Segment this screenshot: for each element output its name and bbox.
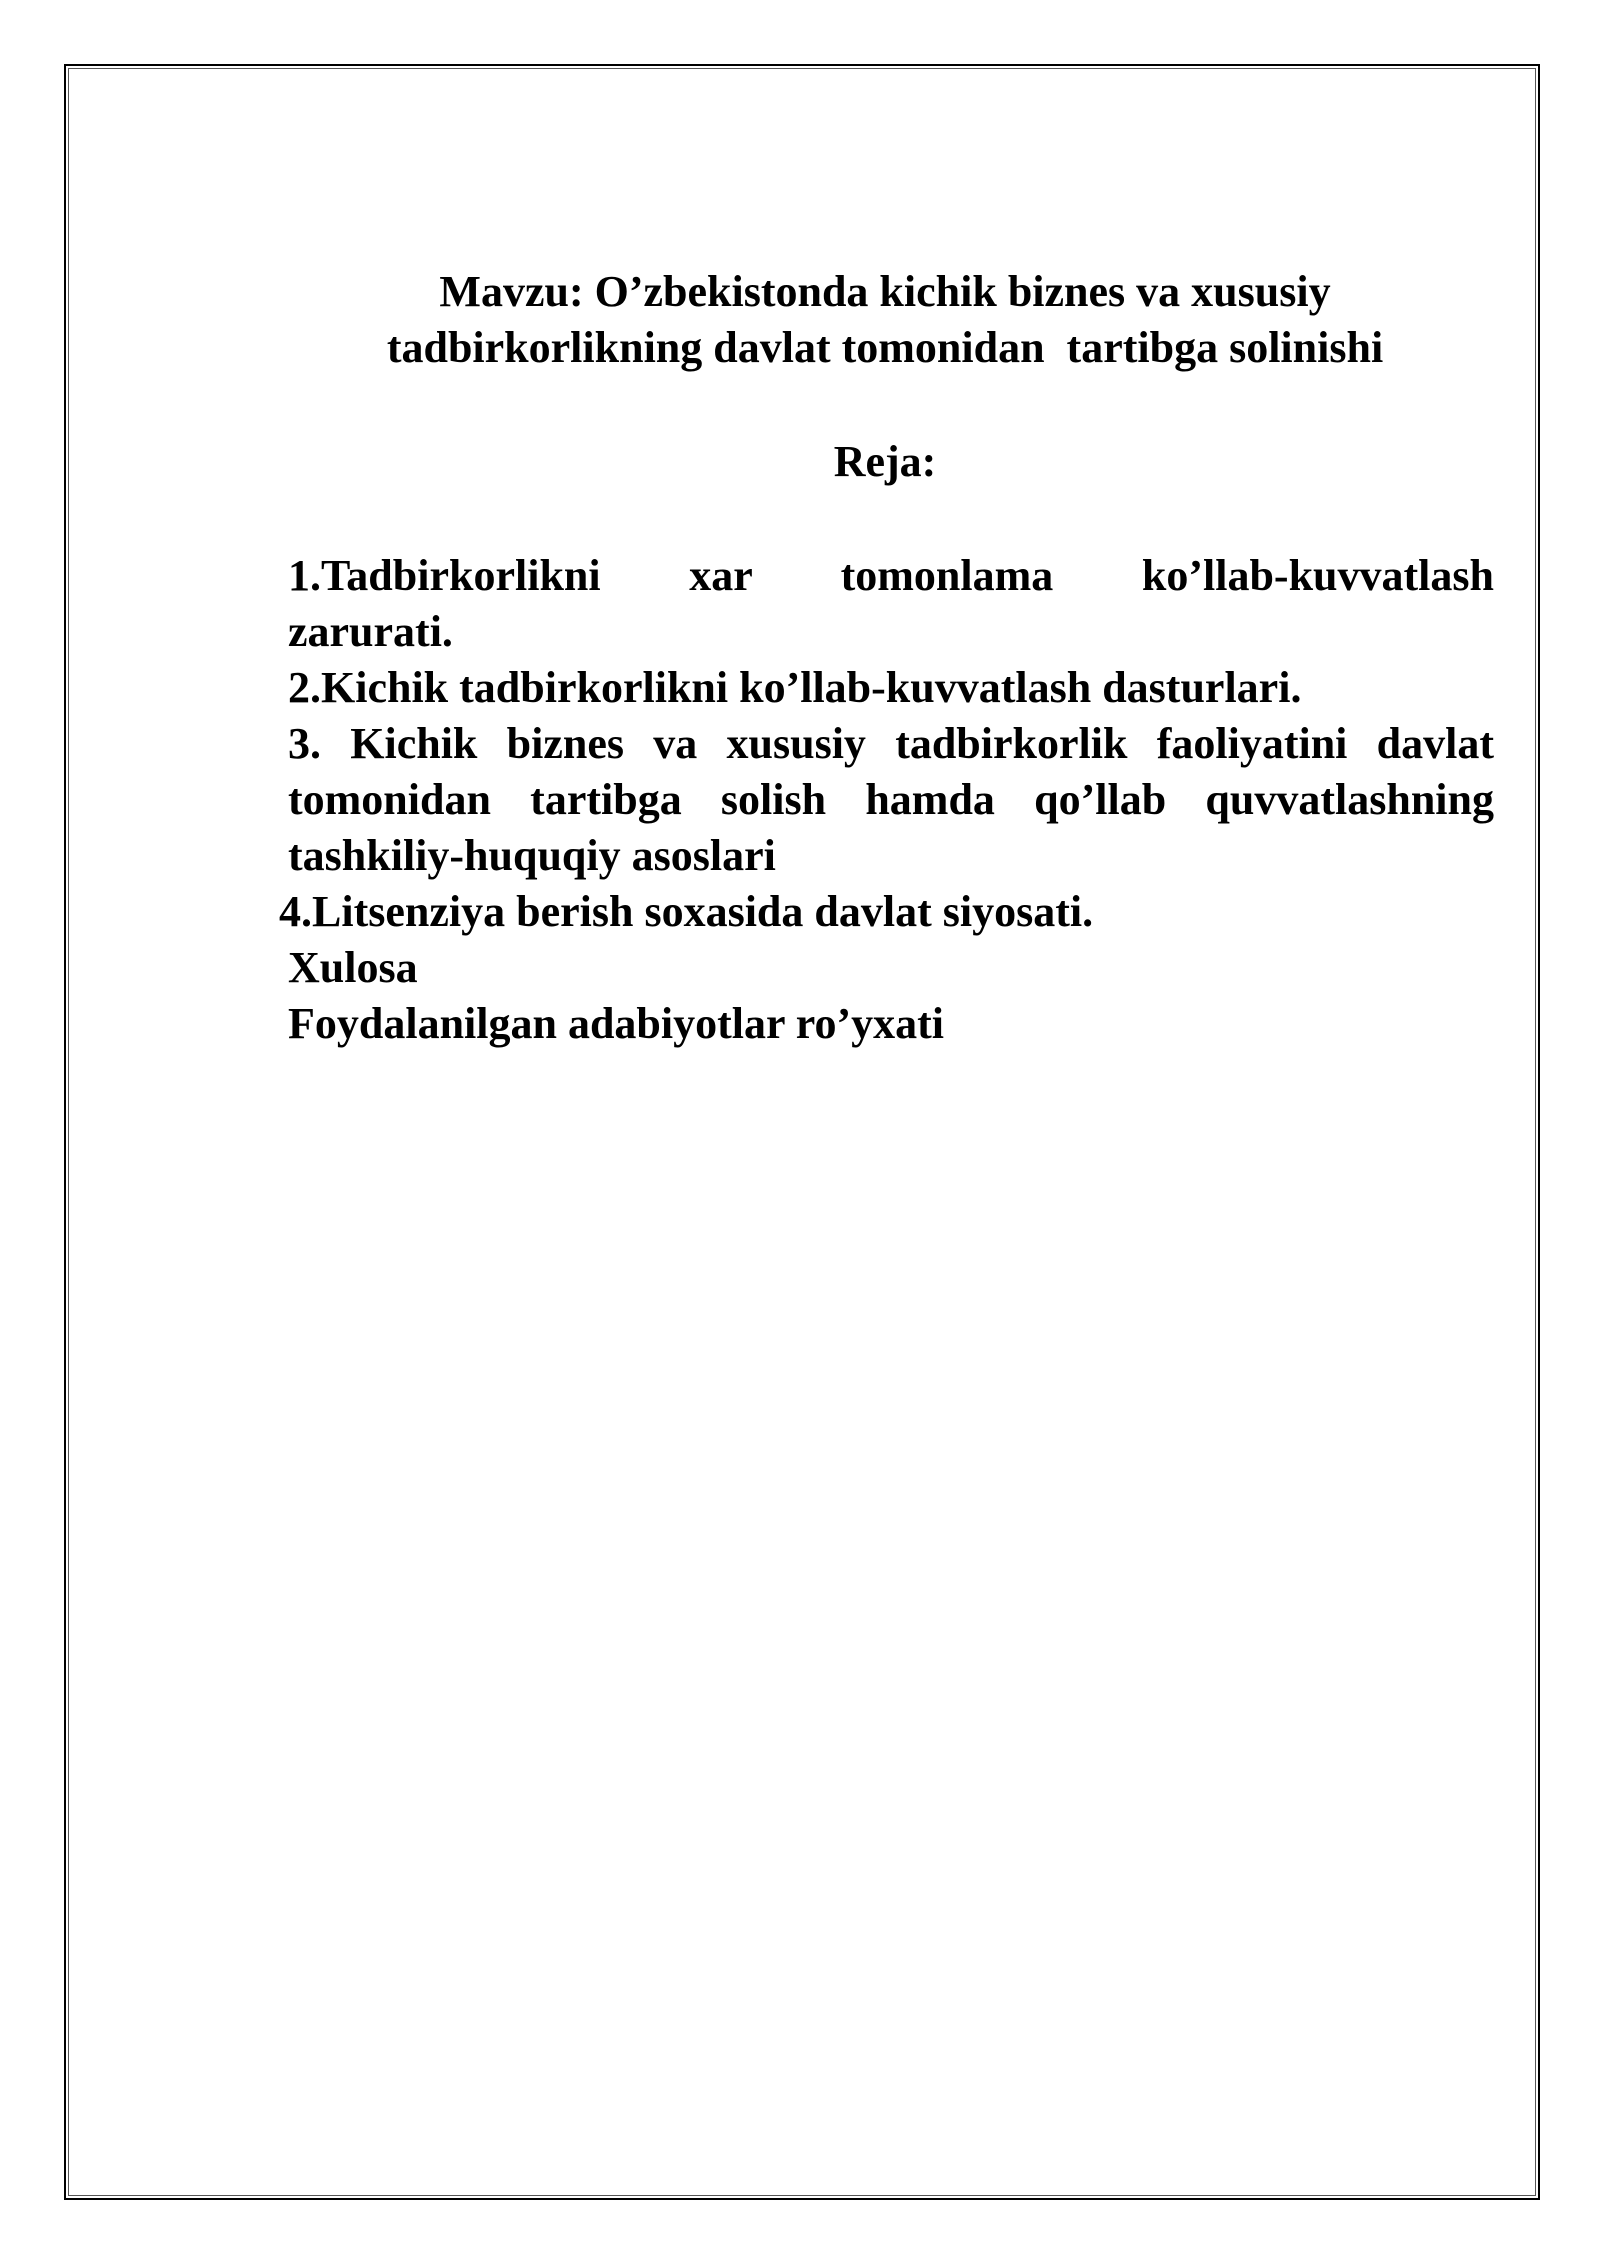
plan-item-1-line-2: zarurati. [288, 607, 453, 656]
title-line-2: tadbirkorlikning davlat tomonidan tartibga solinishi [386, 323, 1384, 372]
title-line-1: Mavzu: O’zbekistonda kichik biznes va xususiy [439, 267, 1331, 316]
plan-item-4: 4.Litsenziya berish soxasida davlat siyosati. [279, 887, 1094, 936]
page-border [64, 64, 1540, 2200]
plan-item-3: 3. Kichik biznes va xususiy tadbirkorlik faoliyatini davlat tomonidan tartibga solish hamda qo’llab quvvatlashning tashkiliy-huquqiy asoslari [288, 719, 1494, 880]
plan-heading: Reja: [833, 437, 937, 486]
plan-item-conclusion: Xulosa [288, 943, 418, 992]
plan-item-references: Foydalanilgan adabiyotlar ro’yxati [288, 999, 945, 1048]
plan-list [279, 548, 1494, 1052]
plan-item-2: 2.Kichik tadbirkorlikni ko’llab-kuvvatlash dasturlari. [288, 663, 1302, 712]
page-border-inner [68, 68, 1536, 2196]
plan-item-1-line-1: 1.Tadbirkorlikni xar tomonlama ko’llab-kuvvatlash [288, 551, 1494, 600]
document-title [240, 264, 1530, 376]
plan-item-1 [288, 548, 1494, 660]
